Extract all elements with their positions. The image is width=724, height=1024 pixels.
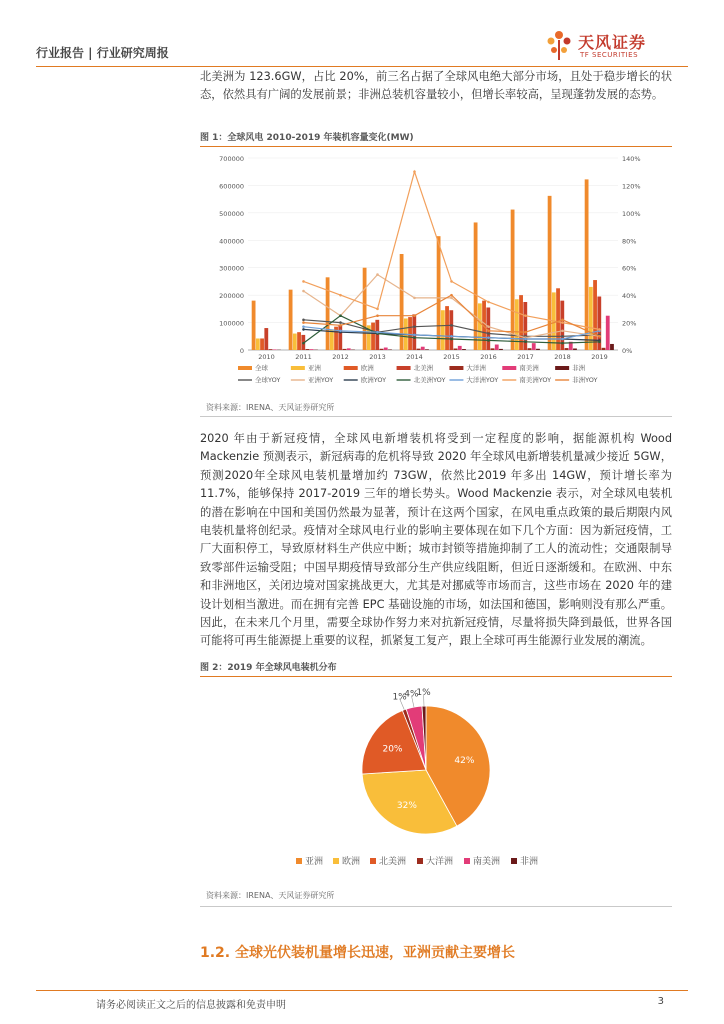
x-tick-label: 2011 bbox=[295, 353, 312, 361]
page-number: 3 bbox=[657, 996, 664, 1007]
bar-欧洲-2011 bbox=[297, 332, 301, 350]
y2-tick-label: 80% bbox=[622, 237, 637, 246]
bar-北美洲-2014 bbox=[412, 314, 416, 350]
y2-tick-label: 120% bbox=[622, 182, 641, 191]
figure1-caption: 图 1：全球风电 2010-2019 年装机容量变化(MW) bbox=[200, 133, 414, 143]
point-欧洲YOY-2011 bbox=[302, 328, 305, 331]
point-北美洲YOY-2017 bbox=[524, 340, 527, 343]
bar-南美洲-2012 bbox=[347, 348, 351, 350]
bar-全球-2018 bbox=[548, 196, 552, 350]
y2-tick-label: 40% bbox=[622, 292, 637, 301]
point-全球YOY-2015 bbox=[450, 324, 453, 327]
paragraph-intro: 北美洲为 123.6GW，占比 20%，前三名占据了全球风电绝大部分市场，且处于稳步增长的状态，依然具有广阔的发展前景；非洲总装机容量较小，但增长率较高，呈现蓬勃发展的态势。 bbox=[200, 70, 672, 102]
bar-大洋洲-2019 bbox=[602, 348, 606, 350]
y2-tick-label: 100% bbox=[622, 209, 641, 218]
bar-大洋洲-2018 bbox=[565, 348, 569, 350]
bar-南美洲-2017 bbox=[532, 343, 536, 350]
point-南美洲YOY-2011 bbox=[302, 280, 305, 283]
paragraph-covid-impact: 2020 年由于新冠疫情，全球风电新增装机将受到一定程度的影响，据能源机构 Wood Mackenzie 预测表示，新冠病毒的危机将导致 2020 年全球风电新增装机量减少接近 5GW，预测2020年全球风电装机量增加约 73GW，依然比2019 年多出 14GW，预计增长率为 11.7%，能够保持 2017-2019 三年的增长势头。Wood Mackenzie 表示，对全球风电装机的潜在影响在中国和美国仍然最为显著，预计在这两个国家，在风电重点政策的最后期限内风电装机量将创纪录。疫情对全球风电行业的影响主要体现在如下几个方面：因为新冠疫情，工厂大面积停工，导致原材料生产供应中断；城市封锁等措施抑制了工人的流动性；交通限制导致零部件运输受阻；中国早期疫情导致部分生产供应线阻断，但近日逐渐缓和。在欧洲、中东和非洲地区，关闭边境对国家挑战更大，尤其是对挪威等市场而言，这些市场在 2020 年的建设计划相当激进。而在拥有完善 EPC 基础设施的市场，如法国和德国，影响则没有那么严重。因此，在未来几个月里，需要全球协作努力来对抗新冠疫情，尽量将损失降到最低，世界各国可能将可再生能源提上重要的议程，抓紧复工复产，跟上全球可再生能源行业发展的潮流。 bbox=[200, 432, 672, 648]
bar-欧洲-2010 bbox=[260, 338, 264, 350]
pie-legend-swatch-非洲 bbox=[511, 858, 517, 864]
point-南美洲YOY-2014 bbox=[413, 170, 416, 173]
header-divider bbox=[36, 66, 688, 67]
point-大洋洲YOY-2012 bbox=[339, 330, 342, 333]
bar-南美洲-2016 bbox=[495, 345, 499, 350]
bar-全球-2010 bbox=[252, 301, 256, 350]
x-tick-label: 2010 bbox=[258, 353, 275, 361]
point-北美洲YOY-2015 bbox=[450, 338, 453, 341]
point-非洲YOY-2011 bbox=[302, 321, 305, 324]
point-亚洲YOY-2011 bbox=[302, 290, 305, 293]
point-非洲YOY-2012 bbox=[339, 324, 342, 327]
point-南美洲YOY-2015 bbox=[450, 280, 453, 283]
point-非洲YOY-2014 bbox=[413, 314, 416, 317]
y-tick-label: 300000 bbox=[219, 264, 244, 273]
bar-非洲-2013 bbox=[388, 349, 392, 350]
bar-大洋洲-2017 bbox=[528, 348, 532, 350]
bar-亚洲-2017 bbox=[515, 299, 519, 350]
bar-南美洲-2011 bbox=[310, 349, 314, 350]
bar-南美洲-2010 bbox=[273, 349, 277, 350]
legend-label-全球: 全球 bbox=[255, 364, 268, 372]
bar-亚洲-2016 bbox=[478, 303, 482, 350]
legend-label-北美洲: 北美洲 bbox=[413, 364, 434, 372]
bar-全球-2011 bbox=[289, 290, 293, 350]
wind-capacity-chart bbox=[200, 150, 672, 396]
x-tick-label: 2015 bbox=[443, 353, 460, 361]
bar-大洋洲-2014 bbox=[417, 349, 421, 350]
legend-label-亚洲YOY: 亚洲YOY bbox=[307, 376, 334, 384]
pie-value-label-北美洲: 20% bbox=[382, 744, 403, 755]
legend-swatch-亚洲 bbox=[291, 366, 305, 370]
y-tick-label: 600000 bbox=[219, 182, 244, 191]
pie-legend-label-北美洲: 北美洲 bbox=[379, 857, 407, 867]
bar-全球-2017 bbox=[511, 210, 515, 350]
bar-非洲-2016 bbox=[499, 349, 503, 350]
y-tick-label: 400000 bbox=[219, 237, 244, 246]
point-大洋洲YOY-2017 bbox=[524, 338, 527, 341]
point-南美洲YOY-2018 bbox=[561, 321, 564, 324]
bar-非洲-2015 bbox=[462, 349, 466, 350]
legend-label-大洋洲YOY: 大洋洲YOY bbox=[466, 376, 499, 384]
y-tick-label: 0 bbox=[239, 347, 244, 355]
y2-tick-label: 20% bbox=[622, 319, 637, 328]
company-logo bbox=[544, 26, 684, 66]
legend-label-北美洲YOY: 北美洲YOY bbox=[413, 376, 446, 384]
point-大洋洲YOY-2018 bbox=[561, 338, 564, 341]
legend-swatch-非洲 bbox=[555, 366, 569, 370]
y2-tick-label: 140% bbox=[622, 155, 641, 163]
figure2-caption: 图 2：2019 年全球风电装机分布 bbox=[200, 663, 337, 673]
pie-legend-label-亚洲: 亚洲 bbox=[305, 857, 324, 867]
point-亚洲YOY-2015 bbox=[450, 297, 453, 300]
legend-label-大洋洲: 大洋洲 bbox=[466, 364, 486, 372]
pie-legend-label-大洋洲: 大洋洲 bbox=[426, 857, 454, 867]
bar-欧洲-2018 bbox=[556, 288, 560, 350]
point-亚洲YOY-2014 bbox=[413, 297, 416, 300]
pie-value-label-非洲: 1% bbox=[416, 688, 431, 699]
point-北美洲YOY-2019 bbox=[598, 340, 601, 343]
point-北美洲YOY-2014 bbox=[413, 336, 416, 339]
pie-value-label-欧洲: 32% bbox=[396, 800, 417, 811]
bar-大洋洲-2016 bbox=[491, 348, 495, 350]
legend-swatch-南美洲 bbox=[502, 366, 516, 370]
point-南美洲YOY-2012 bbox=[339, 294, 342, 297]
point-北美洲YOY-2012 bbox=[339, 314, 342, 317]
bar-大洋洲-2010 bbox=[269, 349, 273, 350]
y2-tick-label: 0% bbox=[622, 347, 633, 355]
section-heading: 1.2. 全球光伏装机量增长迅速，亚洲贡献主要增长 bbox=[200, 945, 515, 961]
point-南美洲YOY-2019 bbox=[598, 328, 601, 331]
legend-label-欧洲: 欧洲 bbox=[360, 364, 374, 372]
bar-全球-2019 bbox=[585, 179, 589, 350]
point-北美洲YOY-2018 bbox=[561, 342, 564, 345]
point-全球YOY-2018 bbox=[561, 335, 564, 338]
bar-全球-2013 bbox=[363, 268, 367, 350]
legend-label-非洲YOY: 非洲YOY bbox=[572, 376, 598, 384]
point-亚洲YOY-2018 bbox=[561, 330, 564, 333]
bar-亚洲-2010 bbox=[256, 338, 260, 350]
bar-北美洲-2015 bbox=[449, 310, 453, 350]
bar-大洋洲-2011 bbox=[306, 349, 310, 350]
x-tick-label: 2016 bbox=[480, 353, 497, 361]
wind-distribution-pie bbox=[200, 680, 672, 880]
x-tick-label: 2013 bbox=[369, 353, 386, 361]
bar-亚洲-2011 bbox=[293, 334, 297, 350]
figure1-source: 资料来源：IRENA、天风证券研究所 bbox=[206, 403, 335, 412]
bar-非洲-2018 bbox=[573, 348, 577, 350]
point-全球YOY-2011 bbox=[302, 319, 305, 322]
bar-南美洲-2019 bbox=[606, 316, 610, 350]
pie-legend-label-南美洲: 南美洲 bbox=[473, 857, 501, 867]
legend-label-亚洲: 亚洲 bbox=[307, 364, 321, 372]
bar-非洲-2014 bbox=[425, 349, 429, 350]
figure1-top-rule bbox=[200, 146, 672, 147]
point-非洲YOY-2013 bbox=[376, 314, 379, 317]
pie-legend-label-欧洲: 欧洲 bbox=[342, 857, 361, 867]
pie-value-label-亚洲: 42% bbox=[454, 756, 475, 767]
point-全球YOY-2014 bbox=[413, 325, 416, 328]
pie-legend-swatch-欧洲 bbox=[333, 858, 339, 864]
point-全球YOY-2012 bbox=[339, 321, 342, 324]
x-tick-label: 2017 bbox=[517, 353, 534, 361]
bar-欧洲-2014 bbox=[408, 317, 412, 350]
point-非洲YOY-2018 bbox=[561, 319, 564, 322]
point-亚洲YOY-2013 bbox=[376, 273, 379, 276]
header-title: 行业报告 | 行业研究周报 bbox=[36, 46, 169, 60]
point-大洋洲YOY-2011 bbox=[302, 325, 305, 328]
bar-南美洲-2013 bbox=[384, 348, 388, 350]
point-非洲YOY-2016 bbox=[487, 330, 490, 333]
point-非洲YOY-2017 bbox=[524, 331, 527, 334]
legend-swatch-北美洲 bbox=[397, 366, 411, 370]
bar-欧洲-2015 bbox=[445, 306, 449, 350]
x-tick-label: 2018 bbox=[554, 353, 571, 361]
pie-value-label-南美洲: 4% bbox=[404, 689, 419, 700]
y2-tick-label: 60% bbox=[622, 264, 637, 273]
legend-label-全球YOY: 全球YOY bbox=[255, 376, 281, 384]
bar-南美洲-2015 bbox=[458, 346, 462, 350]
legend-label-南美洲YOY: 南美洲YOY bbox=[519, 376, 552, 384]
logo-text-en: TF SECURITIES bbox=[580, 51, 639, 59]
bar-亚洲-2015 bbox=[441, 310, 445, 350]
figure2-top-rule bbox=[200, 676, 672, 677]
point-大洋洲YOY-2013 bbox=[376, 331, 379, 334]
bar-大洋洲-2015 bbox=[454, 348, 458, 350]
point-非洲YOY-2019 bbox=[598, 335, 601, 338]
pie-legend-swatch-南美洲 bbox=[464, 858, 470, 864]
bar-大洋洲-2012 bbox=[343, 349, 347, 350]
bar-南美洲-2014 bbox=[421, 347, 425, 350]
point-大洋洲YOY-2014 bbox=[413, 334, 416, 337]
point-非洲YOY-2015 bbox=[450, 294, 453, 297]
y-tick-label: 100000 bbox=[219, 319, 244, 328]
point-北美洲YOY-2016 bbox=[487, 339, 490, 342]
bar-非洲-2017 bbox=[536, 349, 540, 350]
y-tick-label: 200000 bbox=[219, 292, 244, 301]
figure1-bottom-rule bbox=[200, 416, 672, 417]
legend-swatch-全球 bbox=[238, 366, 252, 370]
pie-legend-label-非洲: 非洲 bbox=[520, 857, 539, 867]
point-南美洲YOY-2016 bbox=[487, 301, 490, 304]
bar-北美洲-2013 bbox=[375, 320, 379, 350]
figure2-source: 资料来源：IRENA、天风证券研究所 bbox=[206, 891, 335, 900]
point-北美洲YOY-2011 bbox=[302, 342, 305, 345]
legend-swatch-大洋洲 bbox=[449, 366, 463, 370]
bar-大洋洲-2013 bbox=[380, 349, 384, 350]
bar-非洲-2019 bbox=[610, 344, 614, 350]
x-tick-label: 2014 bbox=[406, 353, 423, 361]
point-南美洲YOY-2017 bbox=[524, 314, 527, 317]
bar-北美洲-2012 bbox=[338, 325, 342, 350]
bar-全球-2012 bbox=[326, 277, 330, 350]
bar-欧洲-2019 bbox=[593, 280, 597, 350]
footer-divider bbox=[36, 990, 688, 991]
point-大洋洲YOY-2016 bbox=[487, 336, 490, 339]
bar-欧洲-2013 bbox=[371, 323, 375, 350]
figure2-bottom-rule bbox=[200, 906, 672, 907]
legend-label-非洲: 非洲 bbox=[572, 364, 586, 372]
legend-swatch-欧洲 bbox=[344, 366, 358, 370]
footer-disclaimer: 请务必阅读正文之后的信息披露和免责申明 bbox=[96, 1000, 286, 1011]
y-tick-label: 700000 bbox=[219, 155, 244, 163]
point-南美洲YOY-2013 bbox=[376, 308, 379, 311]
logo-text-cn: 天风证券 bbox=[578, 33, 647, 52]
pie-legend-swatch-亚洲 bbox=[296, 858, 302, 864]
point-全球YOY-2016 bbox=[487, 332, 490, 335]
bar-全球-2015 bbox=[437, 236, 441, 350]
x-tick-label: 2012 bbox=[332, 353, 349, 361]
bar-北美洲-2010 bbox=[264, 328, 268, 350]
x-tick-label: 2019 bbox=[591, 353, 608, 361]
y-tick-label: 500000 bbox=[219, 209, 244, 218]
pie-value-label-大洋洲: 1% bbox=[392, 692, 407, 703]
pie-legend-swatch-北美洲 bbox=[370, 858, 376, 864]
point-大洋洲YOY-2015 bbox=[450, 335, 453, 338]
legend-label-南美洲: 南美洲 bbox=[519, 364, 539, 372]
bar-亚洲-2012 bbox=[330, 329, 334, 350]
point-亚洲YOY-2016 bbox=[487, 325, 490, 328]
logo-flower-icon bbox=[544, 28, 574, 62]
pie-legend-swatch-大洋洲 bbox=[417, 858, 423, 864]
legend-label-欧洲YOY: 欧洲YOY bbox=[360, 376, 387, 384]
